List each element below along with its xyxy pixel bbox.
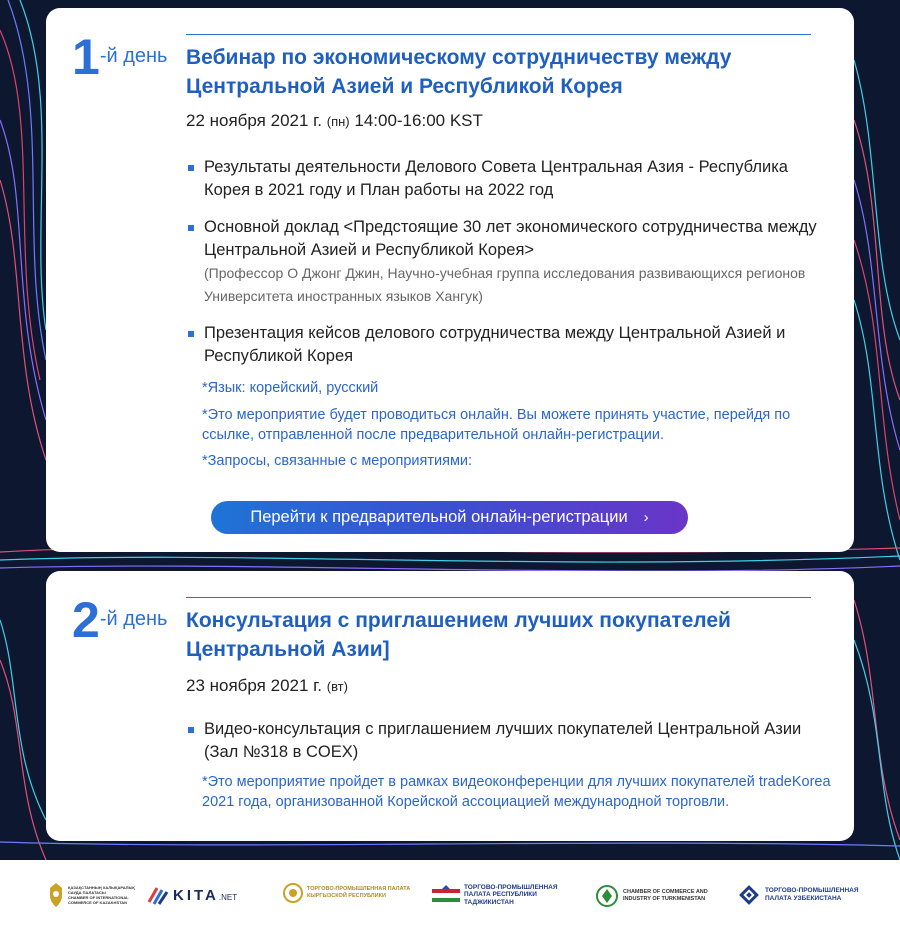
kita-logo (147, 884, 237, 906)
day1-item-text: Презентация кейсов делового сотрудничества между Центральной Азией и Республикой Корея (204, 324, 786, 365)
day1-note-online: *Это мероприятие будет проводиться онлайн. Вы можете принять участие, перейдя по ссылке, отправленной после предварительной онлайн-регистрации. (202, 407, 791, 443)
day1-number: 1 (72, 29, 98, 85)
logo-text-line: COMMERCE OF KAZAKHSTAN (68, 900, 128, 905)
day2-title: Консультация с приглашением лучших покупателей Центральной Азии] (186, 609, 731, 661)
partner-logos-footer (0, 860, 900, 936)
day1-item (188, 322, 828, 368)
kyrgyz-emblem-icon (282, 882, 304, 904)
day1-date-weekday: (пн) (326, 114, 350, 129)
day2-label (72, 592, 168, 648)
day1-date-main: 22 ноября 2021 г. (186, 111, 322, 130)
chevron-right-icon: › (643, 509, 649, 526)
day1-card (46, 8, 854, 552)
day2-date-weekday: (вт) (326, 679, 348, 694)
kita-mark-icon (147, 884, 169, 906)
day2-note-videoconference: *Это мероприятие пройдет в рамках видеоконференции для лучших покупателей tradeKorea 2021 года, организованной Корейской ассоциацией международной торговли. (202, 774, 831, 810)
day2-card (46, 571, 854, 841)
day1-date (186, 111, 483, 131)
logo-text-line: САУДА ПАЛАТАСЫ (68, 890, 106, 895)
logo-text-line: ПАЛАТА УЗБЕКИСТАНА (765, 895, 842, 902)
kazakhstan-chamber-logo (48, 882, 135, 908)
day1-label (72, 29, 168, 85)
online-registration-label: Перейти к предварительной онлайн-регистрации (250, 508, 628, 526)
day1-item-text: Основной доклад <Предстоящие 30 лет экономического сотрудничества между Центральной Азией и Республикой Корея> (204, 218, 817, 259)
day1-item (188, 156, 828, 202)
kita-wordmark: KITA (173, 886, 219, 904)
day2-date (186, 676, 348, 696)
day1-note-language: *Язык: корейский, русский (202, 380, 379, 396)
turkmen-chamber-logo (595, 884, 708, 908)
turkmen-emblem-icon (595, 884, 619, 908)
uzbek-chamber-logo (737, 883, 859, 907)
logo-text-line: CHAMBER OF INTERNATIONAL (68, 895, 129, 900)
tajik-chamber-logo (432, 883, 558, 907)
logo-text-line: INDUSTRY OF TURKMENISTAN (623, 896, 706, 902)
kita-suffix: .NET (218, 893, 238, 902)
logo-text-line: ПАЛАТА РЕСПУБЛИКИ (464, 891, 537, 899)
logo-text-line: ТОРГОВО-ПРОМЫШЛЕННАЯ ПАЛАТА (307, 886, 411, 892)
logo-text-line: ТАДЖИКИСТАН (464, 898, 514, 906)
day1-suffix: -й день (99, 45, 168, 67)
kyrgyz-chamber-logo (282, 882, 410, 904)
day1-item-subtext: (Профессор О Джонг Джин, Научно-учебная группа исследования развивающихся регионов Университета иностранных языков Хангук) (204, 265, 806, 304)
day2-item-text: Видео-консультация с приглашением лучших покупателей Центральной Азии (Зал №318 в COEX) (204, 720, 802, 761)
day1-note-inquiries: *Запросы, связанные с мероприятиями: (202, 453, 473, 469)
tajik-flag-icon (432, 883, 460, 907)
day1-date-time: 14:00-16:00 KST (354, 111, 483, 130)
day1-title: Вебинар по экономическому сотрудничеству между Центральной Азией и Республикой Корея (186, 46, 732, 98)
day2-title-rule (186, 597, 811, 598)
day2-item (188, 718, 828, 764)
logo-text-line: ҚАЗАҚСТАННЫҢ ХАЛЫҚАРАЛЫҚ (68, 885, 135, 890)
logo-text-line: КЫРГЫЗСКОЙ РЕСПУБЛИКИ (307, 893, 386, 899)
day2-number: 2 (72, 592, 98, 648)
uzbek-emblem-icon (737, 883, 761, 907)
logo-text-line: ТОРГОВО-ПРОМЫШЛЕННАЯ (765, 887, 859, 894)
day1-item-text: Результаты деятельности Делового Совета Центральная Азия - Республика Корея в 2021 году и План работы на 2022 год (204, 158, 788, 199)
day2-suffix: -й день (99, 608, 168, 630)
day1-item (188, 216, 828, 308)
online-registration-button[interactable] (211, 501, 688, 534)
day2-date-main: 23 ноября 2021 г. (186, 676, 322, 695)
logo-text-line: ТОРГОВО-ПРОМЫШЛЕННАЯ (464, 883, 558, 891)
kazakhstan-emblem-icon (48, 882, 64, 908)
logo-text-line: CHAMBER OF COMMERCE AND (623, 889, 708, 895)
day1-title-rule (186, 34, 811, 35)
